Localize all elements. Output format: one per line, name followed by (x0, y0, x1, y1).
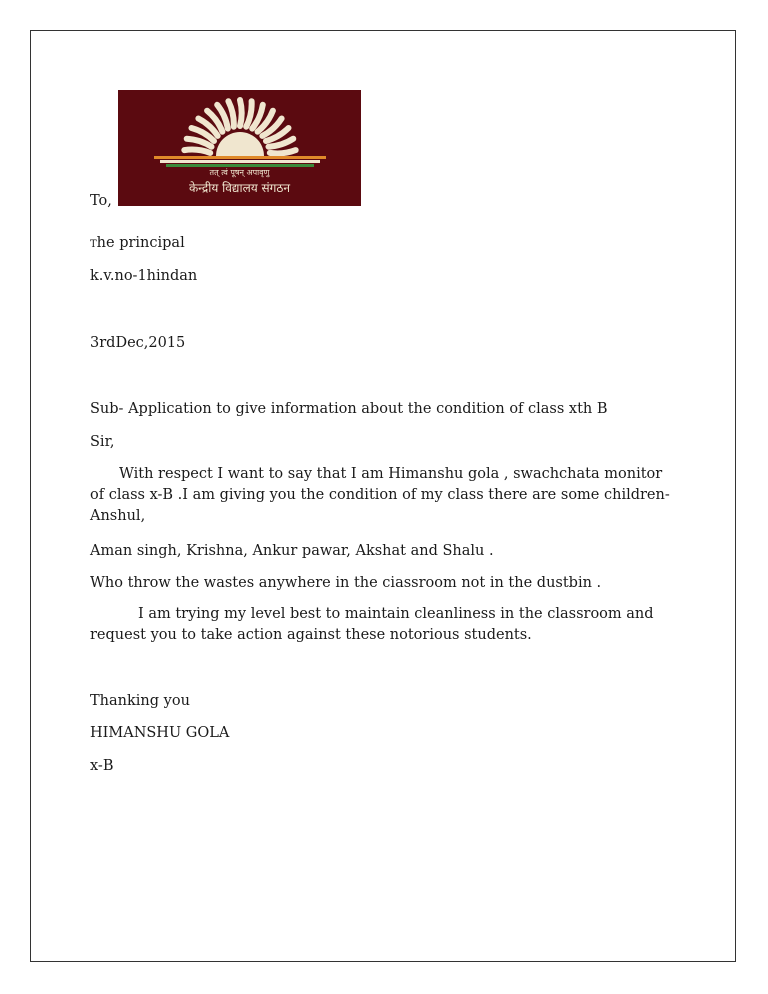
subject-line: Sub- Application to give information about the condition of class xth B (90, 401, 608, 417)
kvs-logo (118, 90, 361, 206)
body-paragraph-3: I am trying my level best to maintain cleanliness in the classroom and request you to take action against these notorious students. (90, 606, 654, 643)
logo-name: केन्द्रीय विद्यालय संगठन (188, 181, 291, 195)
logo-tagline: तत् त्वं पूषन् अपावृणु (209, 168, 270, 177)
sun-ray (270, 150, 296, 153)
sun-ray (246, 101, 251, 127)
sun-ray (184, 150, 210, 153)
recipient-line (90, 233, 185, 255)
sun-ray (187, 139, 212, 147)
sun-ray (240, 100, 242, 126)
recipient-initial: T (90, 239, 97, 250)
body-paragraph-2: Who throw the wastes anywhere in the ciassroom not in the dustbin . (90, 575, 602, 591)
sender-name: HIMANSHU GOLA (90, 725, 230, 741)
body-paragraph-1: With respect I want to say that I am Himanshu gola , swachchata monitor of class x-B .I am giving you the condition of my class there are some children-Anshul, (90, 466, 670, 524)
salutation: Sir, (90, 434, 115, 450)
names-line: Aman singh, Krishna, Ankur pawar, Akshat and Shalu . (90, 543, 494, 559)
date-line: 3rdDec,2015 (90, 335, 186, 351)
closing-line: Thanking you (90, 693, 190, 709)
school-line: k.v.no-1hindan (90, 268, 198, 284)
recipient-text: he principal (96, 235, 185, 251)
to-line: To, (90, 193, 112, 209)
sender-class: x-B (90, 758, 114, 774)
